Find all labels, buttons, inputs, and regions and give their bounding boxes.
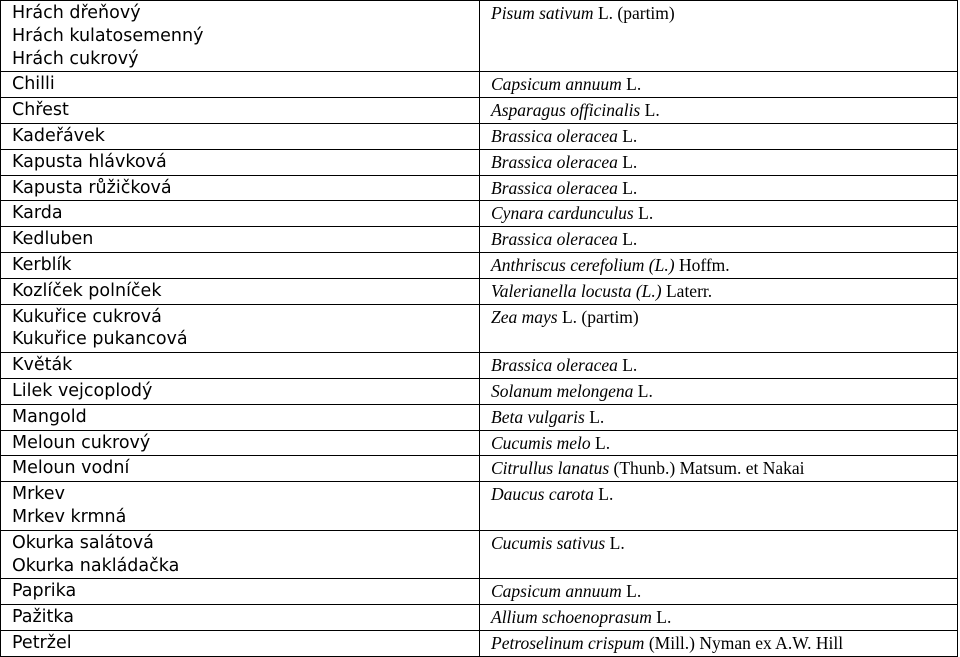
author-citation: L. bbox=[622, 229, 638, 250]
latin-name-line bbox=[491, 281, 957, 304]
latin-name-line bbox=[491, 229, 957, 252]
latin-name-line bbox=[491, 533, 957, 556]
latin-name-cell bbox=[480, 278, 958, 304]
species-name: Allium schoenoprasum bbox=[491, 607, 652, 628]
latin-name-line bbox=[491, 581, 957, 604]
latin-name-line bbox=[491, 3, 957, 26]
czech-name: Mangold bbox=[12, 406, 87, 427]
czech-name-cell bbox=[1, 404, 480, 430]
czech-name-cell bbox=[1, 149, 480, 175]
species-name: Cucumis sativus bbox=[491, 532, 606, 553]
table-row bbox=[1, 430, 958, 456]
table-row bbox=[1, 630, 958, 656]
table-row bbox=[1, 353, 958, 379]
author-citation: L. bbox=[656, 607, 672, 628]
czech-name: Pažitka bbox=[12, 607, 74, 628]
latin-name-cell bbox=[480, 72, 958, 98]
species-name: Pisum sativum bbox=[491, 3, 594, 23]
czech-name: Kukuřice cukrová bbox=[12, 306, 162, 327]
latin-name-line bbox=[491, 203, 957, 226]
czech-name: Petržel bbox=[12, 632, 72, 653]
czech-name: Lilek vejcoplodý bbox=[12, 380, 153, 401]
species-name: Asparagus officinalis bbox=[491, 100, 641, 121]
table-row bbox=[1, 227, 958, 253]
author-citation: L. (partim) bbox=[561, 306, 639, 327]
author-citation: (Thunb.) Matsum. et Nakai bbox=[613, 458, 805, 479]
czech-name-cell bbox=[1, 175, 480, 201]
czech-name-cell bbox=[1, 456, 480, 482]
czech-name: Meloun vodní bbox=[12, 458, 130, 479]
czech-name-cell bbox=[1, 378, 480, 404]
latin-name-cell bbox=[480, 482, 958, 531]
czech-name-cell bbox=[1, 482, 480, 531]
species-name: Brassica oleracea bbox=[491, 229, 618, 250]
czech-name: Hrách kulatosemenný bbox=[12, 25, 204, 46]
czech-name-cell bbox=[1, 278, 480, 304]
table-row bbox=[1, 72, 958, 98]
czech-name-cell bbox=[1, 227, 480, 253]
species-name: Brassica oleracea bbox=[491, 151, 618, 172]
czech-name: Kozlíček polníček bbox=[12, 280, 162, 301]
latin-name-cell bbox=[480, 1, 958, 72]
czech-name-cell bbox=[1, 430, 480, 456]
latin-name-cell bbox=[480, 404, 958, 430]
author-citation: L. bbox=[598, 484, 614, 505]
table-row bbox=[1, 278, 958, 304]
author-citation: L. bbox=[637, 380, 653, 401]
author-citation: L. bbox=[622, 125, 638, 146]
latin-name-line bbox=[491, 355, 957, 378]
latin-name-line bbox=[491, 100, 957, 123]
table-row bbox=[1, 304, 958, 353]
czech-name: Chilli bbox=[12, 74, 55, 95]
species-name: Petroselinum crispum bbox=[491, 632, 645, 653]
czech-name-cell bbox=[1, 123, 480, 149]
author-citation: L. bbox=[622, 177, 638, 198]
latin-name-line bbox=[491, 607, 957, 630]
czech-name-cell bbox=[1, 605, 480, 631]
species-name: Citrullus lanatus bbox=[491, 458, 610, 479]
czech-name: Kadeřávek bbox=[12, 125, 105, 146]
czech-name: Květák bbox=[12, 355, 73, 376]
latin-name-cell bbox=[480, 378, 958, 404]
latin-name-line bbox=[491, 152, 957, 175]
species-name: Brassica oleracea bbox=[491, 177, 618, 198]
czech-name: Mrkev bbox=[12, 484, 65, 505]
latin-name-cell bbox=[480, 123, 958, 149]
author-citation: Laterr. bbox=[665, 280, 713, 301]
latin-name-line bbox=[491, 458, 957, 481]
czech-name: Hrách cukrový bbox=[12, 48, 139, 69]
table-row bbox=[1, 605, 958, 631]
czech-name-cell bbox=[1, 72, 480, 98]
czech-name: Meloun cukrový bbox=[12, 432, 151, 453]
author-citation: L. bbox=[644, 100, 660, 121]
czech-name: Chřest bbox=[12, 100, 69, 121]
czech-name-cell bbox=[1, 579, 480, 605]
czech-name: Hrách dřeňový bbox=[12, 3, 141, 23]
species-name: Cynara cardunculus bbox=[491, 203, 634, 224]
author-citation: L. (partim) bbox=[597, 3, 675, 23]
czech-name-cell bbox=[1, 530, 480, 579]
table-row bbox=[1, 149, 958, 175]
author-citation: L. bbox=[622, 151, 638, 172]
species-name: Valerianella locusta (L.) bbox=[491, 280, 662, 301]
table-row bbox=[1, 378, 958, 404]
czech-name: Kapusta růžičková bbox=[12, 177, 172, 198]
latin-name-cell bbox=[480, 579, 958, 605]
czech-name-cell bbox=[1, 304, 480, 353]
czech-name: Kukuřice pukancová bbox=[12, 329, 188, 350]
czech-name: Karda bbox=[12, 203, 63, 224]
table-row bbox=[1, 530, 958, 579]
czech-name: Okurka nakládačka bbox=[12, 555, 180, 576]
latin-name-line bbox=[491, 126, 957, 149]
author-citation: L. bbox=[626, 74, 642, 95]
author-citation: L. bbox=[638, 203, 654, 224]
author-citation: L. bbox=[609, 532, 625, 553]
latin-name-cell bbox=[480, 252, 958, 278]
latin-name-line bbox=[491, 381, 957, 404]
czech-name: Okurka salátová bbox=[12, 532, 154, 553]
latin-name-line bbox=[491, 433, 957, 456]
table-row bbox=[1, 175, 958, 201]
latin-name-cell bbox=[480, 227, 958, 253]
czech-name: Mrkev krmná bbox=[12, 506, 127, 527]
latin-name-cell bbox=[480, 175, 958, 201]
species-name: Capsicum annuum bbox=[491, 74, 622, 95]
czech-name-cell bbox=[1, 353, 480, 379]
species-name: Anthriscus cerefolium (L.) bbox=[491, 254, 675, 275]
author-citation: Hoffm. bbox=[678, 254, 730, 275]
latin-name-line bbox=[491, 484, 957, 507]
czech-name: Kedluben bbox=[12, 229, 94, 250]
species-name: Capsicum annuum bbox=[491, 581, 622, 602]
latin-name-line bbox=[491, 178, 957, 201]
table-row bbox=[1, 456, 958, 482]
latin-name-cell bbox=[480, 456, 958, 482]
species-name: Brassica oleracea bbox=[491, 355, 618, 376]
latin-name-line bbox=[491, 633, 957, 656]
species-name: Solanum melongena bbox=[491, 380, 634, 401]
latin-name-line bbox=[491, 307, 957, 330]
species-name: Cucumis melo bbox=[491, 432, 591, 453]
latin-name-line bbox=[491, 255, 957, 278]
table-row bbox=[1, 252, 958, 278]
table-row bbox=[1, 1, 958, 72]
table-row bbox=[1, 201, 958, 227]
author-citation: (Mill.) Nyman ex A.W. Hill bbox=[648, 632, 844, 653]
latin-name-cell bbox=[480, 605, 958, 631]
table-body bbox=[1, 1, 958, 657]
czech-name: Kapusta hlávková bbox=[12, 151, 167, 172]
table-row bbox=[1, 123, 958, 149]
table-row bbox=[1, 404, 958, 430]
czech-name: Kerblík bbox=[12, 254, 72, 275]
table-row bbox=[1, 482, 958, 531]
latin-name-cell bbox=[480, 98, 958, 124]
table-row bbox=[1, 98, 958, 124]
latin-name-cell bbox=[480, 530, 958, 579]
author-citation: L. bbox=[622, 355, 638, 376]
latin-name-line bbox=[491, 74, 957, 97]
czech-name-cell bbox=[1, 252, 480, 278]
czech-name: Paprika bbox=[12, 581, 77, 602]
czech-name-cell bbox=[1, 630, 480, 656]
species-name: Daucus carota bbox=[491, 484, 594, 505]
latin-name-cell bbox=[480, 630, 958, 656]
latin-name-line bbox=[491, 407, 957, 430]
czech-name-cell bbox=[1, 1, 480, 72]
author-citation: L. bbox=[626, 581, 642, 602]
latin-name-cell bbox=[480, 304, 958, 353]
czech-name-cell bbox=[1, 98, 480, 124]
latin-name-cell bbox=[480, 353, 958, 379]
czech-name-cell bbox=[1, 201, 480, 227]
latin-name-cell bbox=[480, 430, 958, 456]
table-row bbox=[1, 579, 958, 605]
author-citation: L. bbox=[589, 406, 605, 427]
species-name: Brassica oleracea bbox=[491, 125, 618, 146]
latin-name-cell bbox=[480, 149, 958, 175]
latin-name-cell bbox=[480, 201, 958, 227]
author-citation: L. bbox=[595, 432, 611, 453]
species-name: Zea mays bbox=[491, 306, 558, 327]
species-name: Beta vulgaris bbox=[491, 406, 585, 427]
